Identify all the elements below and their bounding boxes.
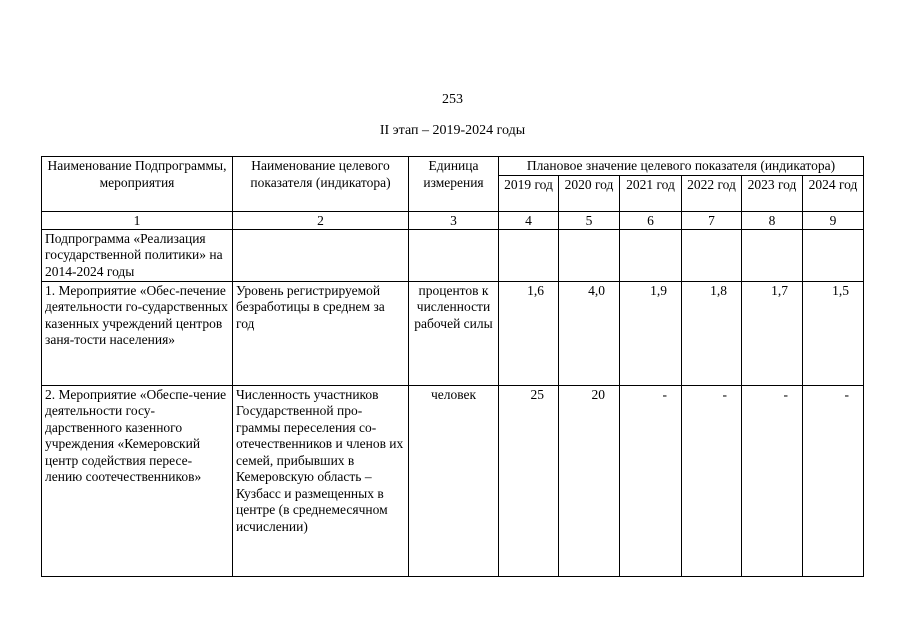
header-year: 2024 год <box>803 175 864 211</box>
column-number-row <box>42 211 864 229</box>
value-2022: 1,8 <box>682 281 742 385</box>
value-2023: - <box>742 385 803 576</box>
value-2024: 1,5 <box>803 281 864 385</box>
column-number: 6 <box>620 211 682 229</box>
value-2022: - <box>682 385 742 576</box>
value-2023 <box>742 229 803 281</box>
indicators-table <box>41 156 864 577</box>
value-2019: 25 <box>499 385 559 576</box>
indicator-name: Численность участников Государственной про-граммы переселения со-отечественников и членов их семей, прибывших в Кемеровскую область – Кузбасс и размещенных в центре (в среднемесячном исчислении) <box>233 385 409 576</box>
indicator-name <box>233 229 409 281</box>
indicator-name: Уровень регистрируемой безработицы в среднем за год <box>233 281 409 385</box>
table-row <box>42 229 864 281</box>
value-2021 <box>620 229 682 281</box>
column-number: 7 <box>682 211 742 229</box>
value-2020 <box>559 229 620 281</box>
value-2021: - <box>620 385 682 576</box>
column-number: 2 <box>233 211 409 229</box>
header-planned-value: Плановое значение целевого показателя (индикатора) <box>499 157 864 176</box>
header-year: 2021 год <box>620 175 682 211</box>
unit: человек <box>409 385 499 576</box>
column-number: 4 <box>499 211 559 229</box>
value-2020: 20 <box>559 385 620 576</box>
value-2024: - <box>803 385 864 576</box>
program-name: 1. Мероприятие «Обес-печение деятельности го-сударственных казенных учреждений центров заня-тости населения» <box>42 281 233 385</box>
header-year: 2023 год <box>742 175 803 211</box>
value-2023: 1,7 <box>742 281 803 385</box>
header-indicator-name: Наименование целевого показателя (индикатора) <box>233 157 409 212</box>
header-year: 2020 год <box>559 175 620 211</box>
value-2024 <box>803 229 864 281</box>
unit: процентов к численности рабочей силы <box>409 281 499 385</box>
column-number: 3 <box>409 211 499 229</box>
column-number: 5 <box>559 211 620 229</box>
program-name: Подпрограмма «Реализация государственной политики» на 2014-2024 годы <box>42 229 233 281</box>
program-name: 2. Мероприятие «Обеспе-чение деятельности госу-дарственного казенного учреждения «Кемеровский центр содействия пересе-лению соотечественников» <box>42 385 233 576</box>
stage-title: II этап – 2019-2024 годы <box>379 123 526 138</box>
page-number: 253 <box>442 92 463 107</box>
column-number: 8 <box>742 211 803 229</box>
header-program-name: Наименование Подпрограммы, мероприятия <box>42 157 233 212</box>
header-year: 2019 год <box>499 175 559 211</box>
header-year: 2022 год <box>682 175 742 211</box>
value-2022 <box>682 229 742 281</box>
column-number: 9 <box>803 211 864 229</box>
value-2020: 4,0 <box>559 281 620 385</box>
unit <box>409 229 499 281</box>
value-2021: 1,9 <box>620 281 682 385</box>
value-2019: 1,6 <box>499 281 559 385</box>
table-row <box>42 281 864 385</box>
value-2019 <box>499 229 559 281</box>
table-row <box>42 385 864 576</box>
header-row <box>42 157 864 176</box>
column-number: 1 <box>42 211 233 229</box>
header-unit: Единица измерения <box>409 157 499 212</box>
